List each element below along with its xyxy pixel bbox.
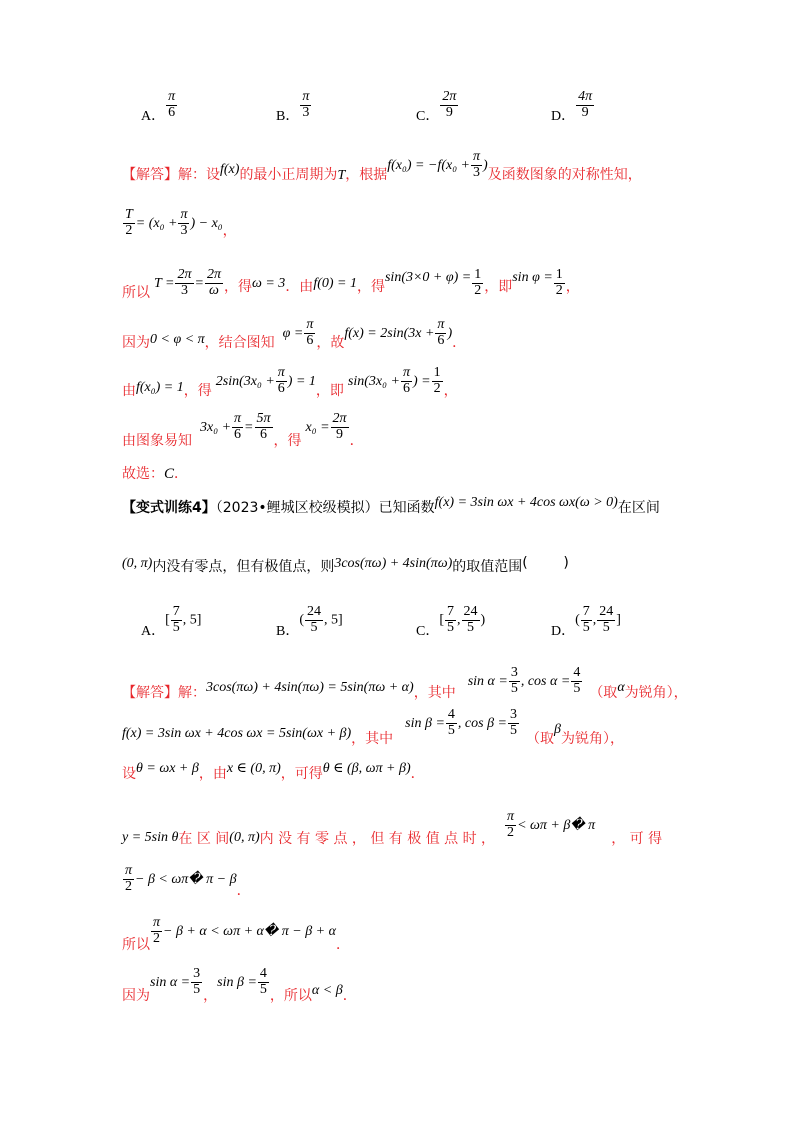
question-tag: 【变式训练4】 — [122, 500, 216, 516]
fraction: $\frac{2\pi}{9}$ — [442, 89, 457, 120]
sol4-line4: y = 5sin θ在 区 间(0, π)内 没 有 零 点 ， 但 有 极 值 点 时 ， $\frac{\pi}{2}$ < ωπ + β� π， 可 得 — [122, 809, 663, 848]
sol4-line5: $\frac{\pi}{2}$ − β < ωπ� π − β． — [125, 863, 251, 900]
q3-option-c — [416, 89, 459, 130]
q3-option-a — [141, 89, 178, 130]
answer-blank: ( ) — [522, 555, 569, 571]
sol4-line3: 设θ = ωx + β，由x ∈ (0, π)，可得θ ∈ (β, ωπ + β)． — [122, 761, 425, 782]
q4-option-a: A．[ $\frac{7}{5}$ , 5] — [141, 604, 202, 640]
option-label: C． — [416, 109, 440, 125]
answer-choice: C — [164, 466, 175, 482]
sol3-line6: 由图象易知3x₀ + $\frac{\pi}{6}$ = $\frac{5\pi}{6}$ ，得x₀ = $\frac{2\pi}{9}$ ． — [122, 411, 364, 450]
q3-option-b — [276, 89, 312, 130]
fraction: $\frac{\pi}{6}$ — [168, 89, 176, 120]
sol3-line5: 由f(x₀) = 1，得2sin(3x₀ + $\frac{\pi}{6}$ ) = 1，即sin(3x₀ + $\frac{\pi}{6}$ ) = $\frac{1}{2}$ ， — [122, 365, 458, 400]
fraction: $\frac{\pi}{3}$ — [302, 89, 310, 120]
sol4-line6: 所以 $\frac{\pi}{2}$ − β + α < ωπ + α� π − β + α． — [122, 915, 350, 954]
option-label: B． — [276, 109, 300, 125]
sol3-answer: 故选：C． — [122, 466, 189, 482]
sol4-line7: 因为sin α = $\frac{3}{5}$ ，sin β = $\frac{4}{5}$ ，所以α < β． — [122, 966, 357, 1005]
q4-stem-line1: 【变式训练4】（2023•鲤城区校级模拟）已知函数f(x) = 3sin ωx + 4cos ωx(ω > 0)在区间 — [122, 495, 660, 516]
q4-option-b: B．( $\frac{24}{5}$ , 5] — [276, 604, 343, 640]
sol4-line2: f(x) = 3sin ωx + 4cos ωx = 5sin(ωx + β)，其中sin β = $\frac{4}{5}$ , cos β = $\frac{3}{5}$ （取β为锐角）， — [122, 707, 624, 748]
sol3-line2: $\frac{T}{2}$ = (x₀ + $\frac{\pi}{3}$ ) − x₀， — [125, 207, 237, 240]
solution-tag: 【解答】 — [122, 685, 178, 702]
sol3-line3: 所以T = $\frac{2\pi}{3}$ = $\frac{2\pi}{\omega}$ ，得ω = 3．由f(0) = 1，得sin(3×0 + φ) = $\frac{1}{2}$ ，即sin φ = $\frac{1}{2}$ ， — [122, 267, 580, 302]
sol3-line4: 因为0 < φ < π，结合图知φ = $\frac{\pi}{6}$ ，故f(x) = 2sin(3x + $\frac{\pi}{6}$ )． — [122, 317, 467, 352]
q4-stem-line2: (0, π)内没有零点，但有极值点，则3cos(πω) + 4sin(πω)的取值范围( ) — [122, 555, 569, 575]
option-label: A． — [141, 109, 166, 125]
fraction: $\frac{4\pi}{9}$ — [578, 89, 593, 120]
q3-option-d — [551, 89, 595, 130]
sol3-line1: 【解答】解：设f(x)的最小正周期为T，根据f(x₀) = −f(x₀ + $\frac{\pi}{3}$ )及函数图象的对称性知， — [122, 149, 642, 184]
option-label: D． — [551, 109, 576, 125]
q4-option-c: C．[ $\frac{7}{5}$ , $\frac{24}{5}$ ) — [416, 604, 486, 640]
sol4-line1: 【解答】解：3cos(πω) + 4sin(πω) = 5sin(πω + α)，其中sin α = $\frac{3}{5}$ , cos α = $\frac{4}{5}$ （取α为锐角）， — [122, 665, 688, 702]
q4-option-d: D．( $\frac{7}{5}$ , $\frac{24}{5}$ ] — [551, 604, 621, 640]
solution-tag: 【解答】 — [122, 167, 178, 184]
